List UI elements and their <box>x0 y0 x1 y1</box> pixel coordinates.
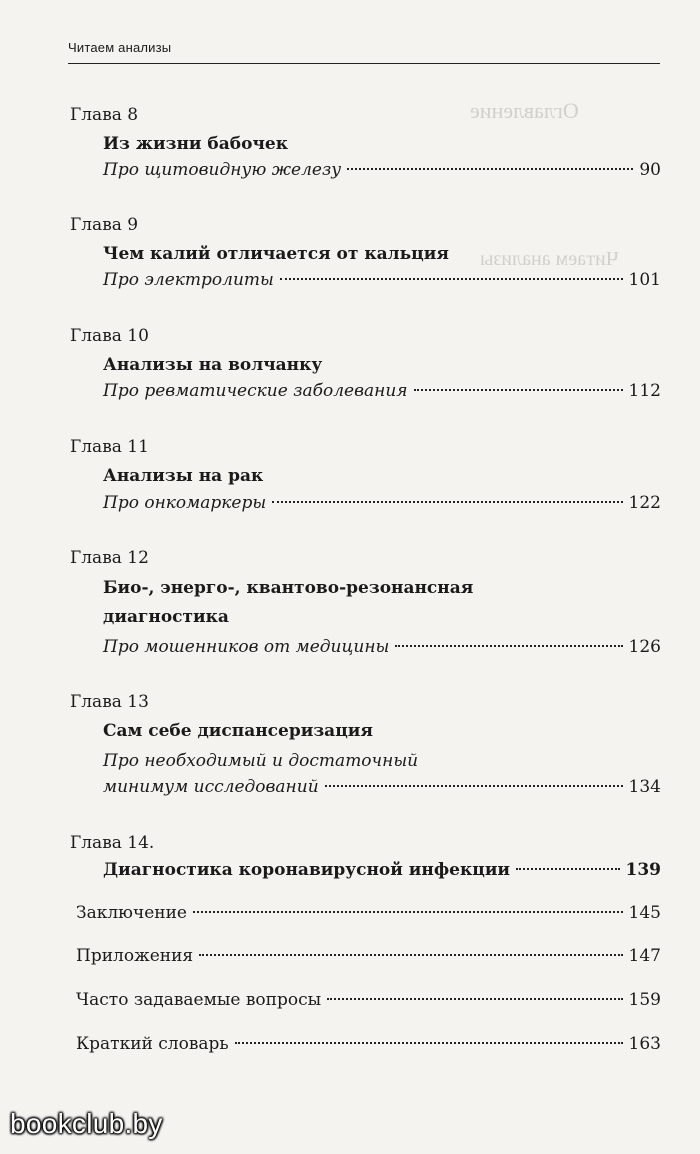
dot-leader <box>414 389 623 391</box>
dot-leader <box>327 998 622 1000</box>
chapter-title: Из жизни бабочек <box>103 134 288 154</box>
chapter-label: Глава 9 <box>70 215 139 235</box>
back-matter-label: Краткий словарь <box>76 1034 229 1054</box>
back-matter-label: Приложения <box>76 946 194 966</box>
chapter-subtitle-continued: минимум исследований <box>103 777 319 797</box>
dot-leader <box>325 785 623 787</box>
page-number: 147 <box>628 946 661 966</box>
chapter-title-continued: диагностика <box>103 607 229 627</box>
page-number: 90 <box>639 160 661 180</box>
show-through-artifact: Читаем анализы <box>480 248 619 270</box>
running-header: Читаем анализы <box>68 40 172 55</box>
chapter-label: Глава 8 <box>70 105 139 125</box>
chapter-label: Глава 12 <box>70 548 149 568</box>
chapter-title: Диагностика коронавирусной инфекции <box>103 860 511 880</box>
chapter-label: Глава 10 <box>70 326 149 346</box>
page-number: 163 <box>628 1034 661 1054</box>
chapter-label: Глава 11 <box>70 437 149 457</box>
dot-leader <box>395 645 622 647</box>
chapter-title: Чем калий отличается от кальция <box>103 244 449 264</box>
chapter-title: Анализы на волчанку <box>103 355 323 375</box>
page-number: 145 <box>628 903 661 923</box>
site-watermark: bookclub.by <box>10 1108 163 1139</box>
chapter-label: Глава 14. <box>70 833 155 853</box>
page-number: 112 <box>628 381 661 401</box>
page-number: 126 <box>628 637 661 657</box>
chapter-subtitle: Про щитовидную железу <box>103 160 342 180</box>
toc-entry-line <box>103 860 661 886</box>
page-number: 134 <box>628 777 661 797</box>
show-through-artifact: Оглавление <box>470 98 579 123</box>
header-rule <box>68 63 660 64</box>
toc-entry-line <box>76 1034 661 1060</box>
chapter-subtitle: Про онкомаркеры <box>103 493 267 513</box>
chapter-label: Глава 13 <box>70 692 149 712</box>
toc-entry-line <box>76 990 661 1016</box>
chapter-title: Био-, энерго-, квантово-резонансная <box>103 578 474 598</box>
toc-entry-line <box>103 381 661 407</box>
dot-leader <box>280 278 623 280</box>
back-matter-label: Заключение <box>76 903 187 923</box>
page-number: 159 <box>628 990 661 1010</box>
dot-leader <box>347 168 633 170</box>
chapter-subtitle: Про электролиты <box>103 270 274 290</box>
toc-entry-line <box>103 270 661 296</box>
dot-leader <box>193 911 623 913</box>
toc-entry-line <box>76 946 661 972</box>
chapter-title: Сам себе диспансеризация <box>103 721 373 741</box>
chapter-subtitle: Про ревматические заболевания <box>103 381 408 401</box>
toc-entry-line <box>103 637 661 663</box>
dot-leader <box>272 501 622 503</box>
page-number: 101 <box>628 270 661 290</box>
chapter-subtitle: Про мошенников от медицины <box>103 637 390 657</box>
dot-leader <box>516 868 619 870</box>
dot-leader <box>199 954 622 956</box>
page-number: 122 <box>628 493 661 513</box>
toc-entry-line <box>103 777 661 803</box>
page-number: 139 <box>625 860 661 880</box>
chapter-subtitle: Про необходимый и достаточный <box>103 751 419 771</box>
toc-entry-line <box>103 160 661 186</box>
toc-entry-line <box>76 903 661 929</box>
dot-leader <box>235 1042 623 1044</box>
toc-entry-line <box>103 493 661 519</box>
chapter-title: Анализы на рак <box>103 466 264 486</box>
back-matter-label: Часто задаваемые вопросы <box>76 990 322 1010</box>
